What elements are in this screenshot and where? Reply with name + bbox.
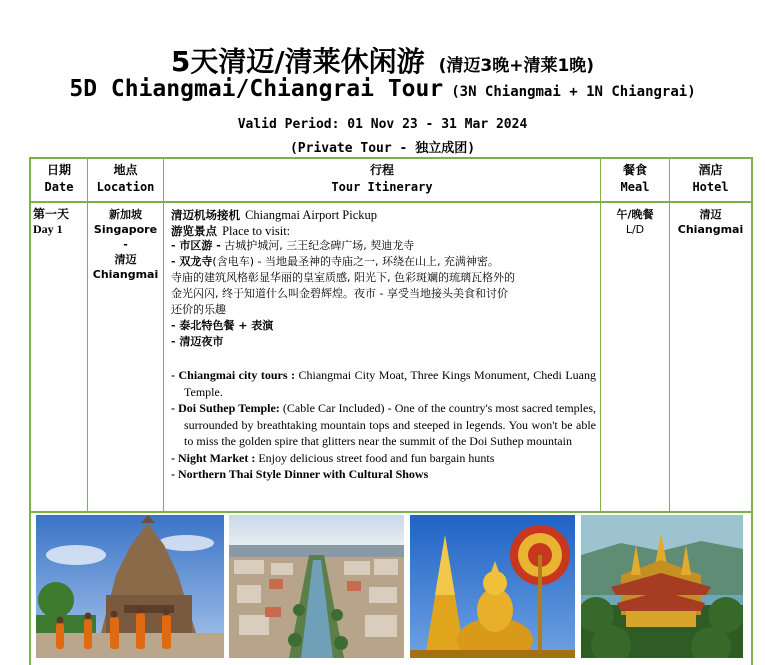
header-hotel bbox=[670, 162, 751, 196]
header-meal bbox=[601, 162, 669, 196]
loc-to-cn: 清迈 bbox=[114, 253, 137, 266]
pickup-en: Chiangmai Airport Pickup bbox=[245, 208, 378, 222]
cn-highlight-title: - 清迈夜市 bbox=[171, 335, 224, 348]
cn-highlight-line bbox=[171, 286, 596, 302]
valid-period: Valid Period: 01 Nov 23 - 31 Mar 2024 bbox=[237, 117, 528, 132]
location-cell bbox=[88, 207, 163, 282]
cn-highlight-line bbox=[171, 270, 596, 286]
header-itinerary-cn: 行程 bbox=[369, 163, 394, 177]
meal-cn: 午/晚餐 bbox=[616, 208, 654, 221]
loc-from-en: Singapore bbox=[93, 223, 158, 236]
cn-highlight-title: - 双龙寺 bbox=[171, 255, 213, 268]
header-meal-en: Meal bbox=[620, 180, 650, 194]
golden-buddha-pagoda-photo bbox=[410, 515, 575, 658]
meal-cell bbox=[601, 207, 669, 237]
en-highlight-item bbox=[171, 400, 596, 450]
loc-from-cn: 新加坡 bbox=[109, 208, 142, 221]
bullet-dash: - bbox=[171, 467, 178, 481]
title-chinese bbox=[0, 40, 765, 80]
bullet-dash: - bbox=[171, 401, 179, 415]
loc-to-en: Chiangmai bbox=[92, 268, 159, 281]
cn-highlight-line bbox=[171, 254, 596, 270]
cn-highlight-text: 古城护城河, 三王纪念碑广场, 契迪龙寺 bbox=[220, 239, 415, 252]
cn-highlight-line bbox=[171, 302, 596, 318]
col-divider-2 bbox=[163, 157, 164, 512]
header-location-en: Location bbox=[96, 180, 155, 194]
visit-en: Place to visit: bbox=[222, 224, 291, 238]
header-hotel-en: Hotel bbox=[692, 180, 729, 194]
en-highlight-text: Chiangmai City Moat, Three Kings Monument, Chedi Luang Temple. bbox=[184, 368, 597, 399]
hotel-cell bbox=[670, 207, 751, 237]
cn-highlight-text: (含电车) - 当地最圣神的寺庙之一, 环绕在山上, 充满神密。 bbox=[212, 255, 499, 268]
en-highlight-title: Doi Suthep Temple: bbox=[178, 401, 280, 415]
cn-highlight-text: 金光闪闪, 终于知道什么叫金碧辉煌。夜市 - 享受当地接头美食和讨价 bbox=[171, 287, 508, 300]
header-date-cn: 日期 bbox=[46, 163, 71, 177]
visit-line bbox=[171, 222, 596, 238]
en-highlight-item bbox=[171, 367, 596, 400]
title-cn-sub: (清迈3晚+清莱1晚) bbox=[438, 56, 595, 76]
loc-dash: - bbox=[123, 238, 128, 251]
hilltop-temple-photo bbox=[581, 515, 743, 658]
header-date-en: Date bbox=[44, 180, 74, 194]
header-divider bbox=[29, 201, 753, 203]
cn-highlight-list bbox=[171, 238, 596, 350]
en-highlight-text: Enjoy delicious street food and fun bargain hunts bbox=[255, 450, 495, 465]
hotel-cn: 清迈 bbox=[699, 208, 722, 221]
header-date bbox=[31, 162, 87, 196]
cn-highlight-line bbox=[171, 334, 596, 350]
header-itinerary bbox=[164, 162, 600, 196]
title-en-sub: (3N Chiangmai + 1N Chiangrai) bbox=[451, 84, 696, 100]
day-en: Day 1 bbox=[33, 222, 63, 236]
cn-highlight-text: 还价的乐趣 bbox=[171, 303, 226, 316]
header-meal-cn: 餐食 bbox=[622, 163, 647, 177]
cn-highlight-title: - 市区游 - bbox=[171, 239, 221, 252]
header-itinerary-en: Tour Itinerary bbox=[331, 180, 433, 194]
temple-ruins-monks-photo bbox=[36, 515, 224, 658]
city-moat-aerial-photo bbox=[229, 515, 404, 658]
visit-cn: 游览景点 bbox=[171, 224, 217, 238]
meal-en: L/D bbox=[625, 223, 645, 236]
en-highlight-title: Northern Thai Style Dinner with Cultural Shows bbox=[178, 467, 429, 481]
title-english bbox=[0, 76, 765, 102]
en-highlight-title: Chiangmai city tours : bbox=[178, 368, 295, 382]
cn-highlight-line bbox=[171, 238, 596, 254]
row-divider bbox=[29, 511, 753, 513]
bullet-dash: - bbox=[171, 450, 178, 465]
cn-highlight-text: 寺庙的建筑风格彰显华丽的皇室质感, 阳光下, 色彩斑斓的琉璃瓦格外的 bbox=[171, 271, 515, 284]
hotel-en: Chiangmai bbox=[677, 223, 744, 236]
en-highlight-text: (Cable Car Included) - One of the country's most sacred temples, surrounded by breathtaking mountain tops and steeped in legends. You won't be able to miss the golden spire that glitters near the summit of the Doi Suthep mountain bbox=[184, 401, 597, 448]
header-location-cn: 地点 bbox=[113, 163, 138, 177]
en-highlight-item bbox=[171, 466, 596, 483]
title-en-main: 5D Chiangmai/Chiangrai Tour bbox=[69, 76, 444, 102]
bullet-dash: - bbox=[171, 368, 179, 382]
en-highlight-list bbox=[171, 367, 596, 483]
en-highlight-title: Night Market : bbox=[178, 450, 256, 465]
day-cell bbox=[33, 207, 85, 237]
cn-highlight-line bbox=[171, 318, 596, 334]
private-tour-note: (Private Tour - 独立成团) bbox=[289, 141, 476, 156]
itinerary-cell bbox=[171, 206, 596, 483]
cn-highlight-title: - 泰北特色餐 + 表演 bbox=[171, 319, 274, 332]
pickup-line bbox=[171, 206, 596, 222]
header-hotel-cn: 酒店 bbox=[698, 163, 723, 177]
title-cn-main: 5天清迈/清莱休闲游 bbox=[170, 45, 425, 78]
header-location bbox=[88, 162, 163, 196]
pickup-cn: 清迈机场接机 bbox=[171, 208, 240, 222]
en-highlight-item bbox=[171, 450, 596, 467]
day-cn: 第一天 bbox=[33, 207, 70, 221]
